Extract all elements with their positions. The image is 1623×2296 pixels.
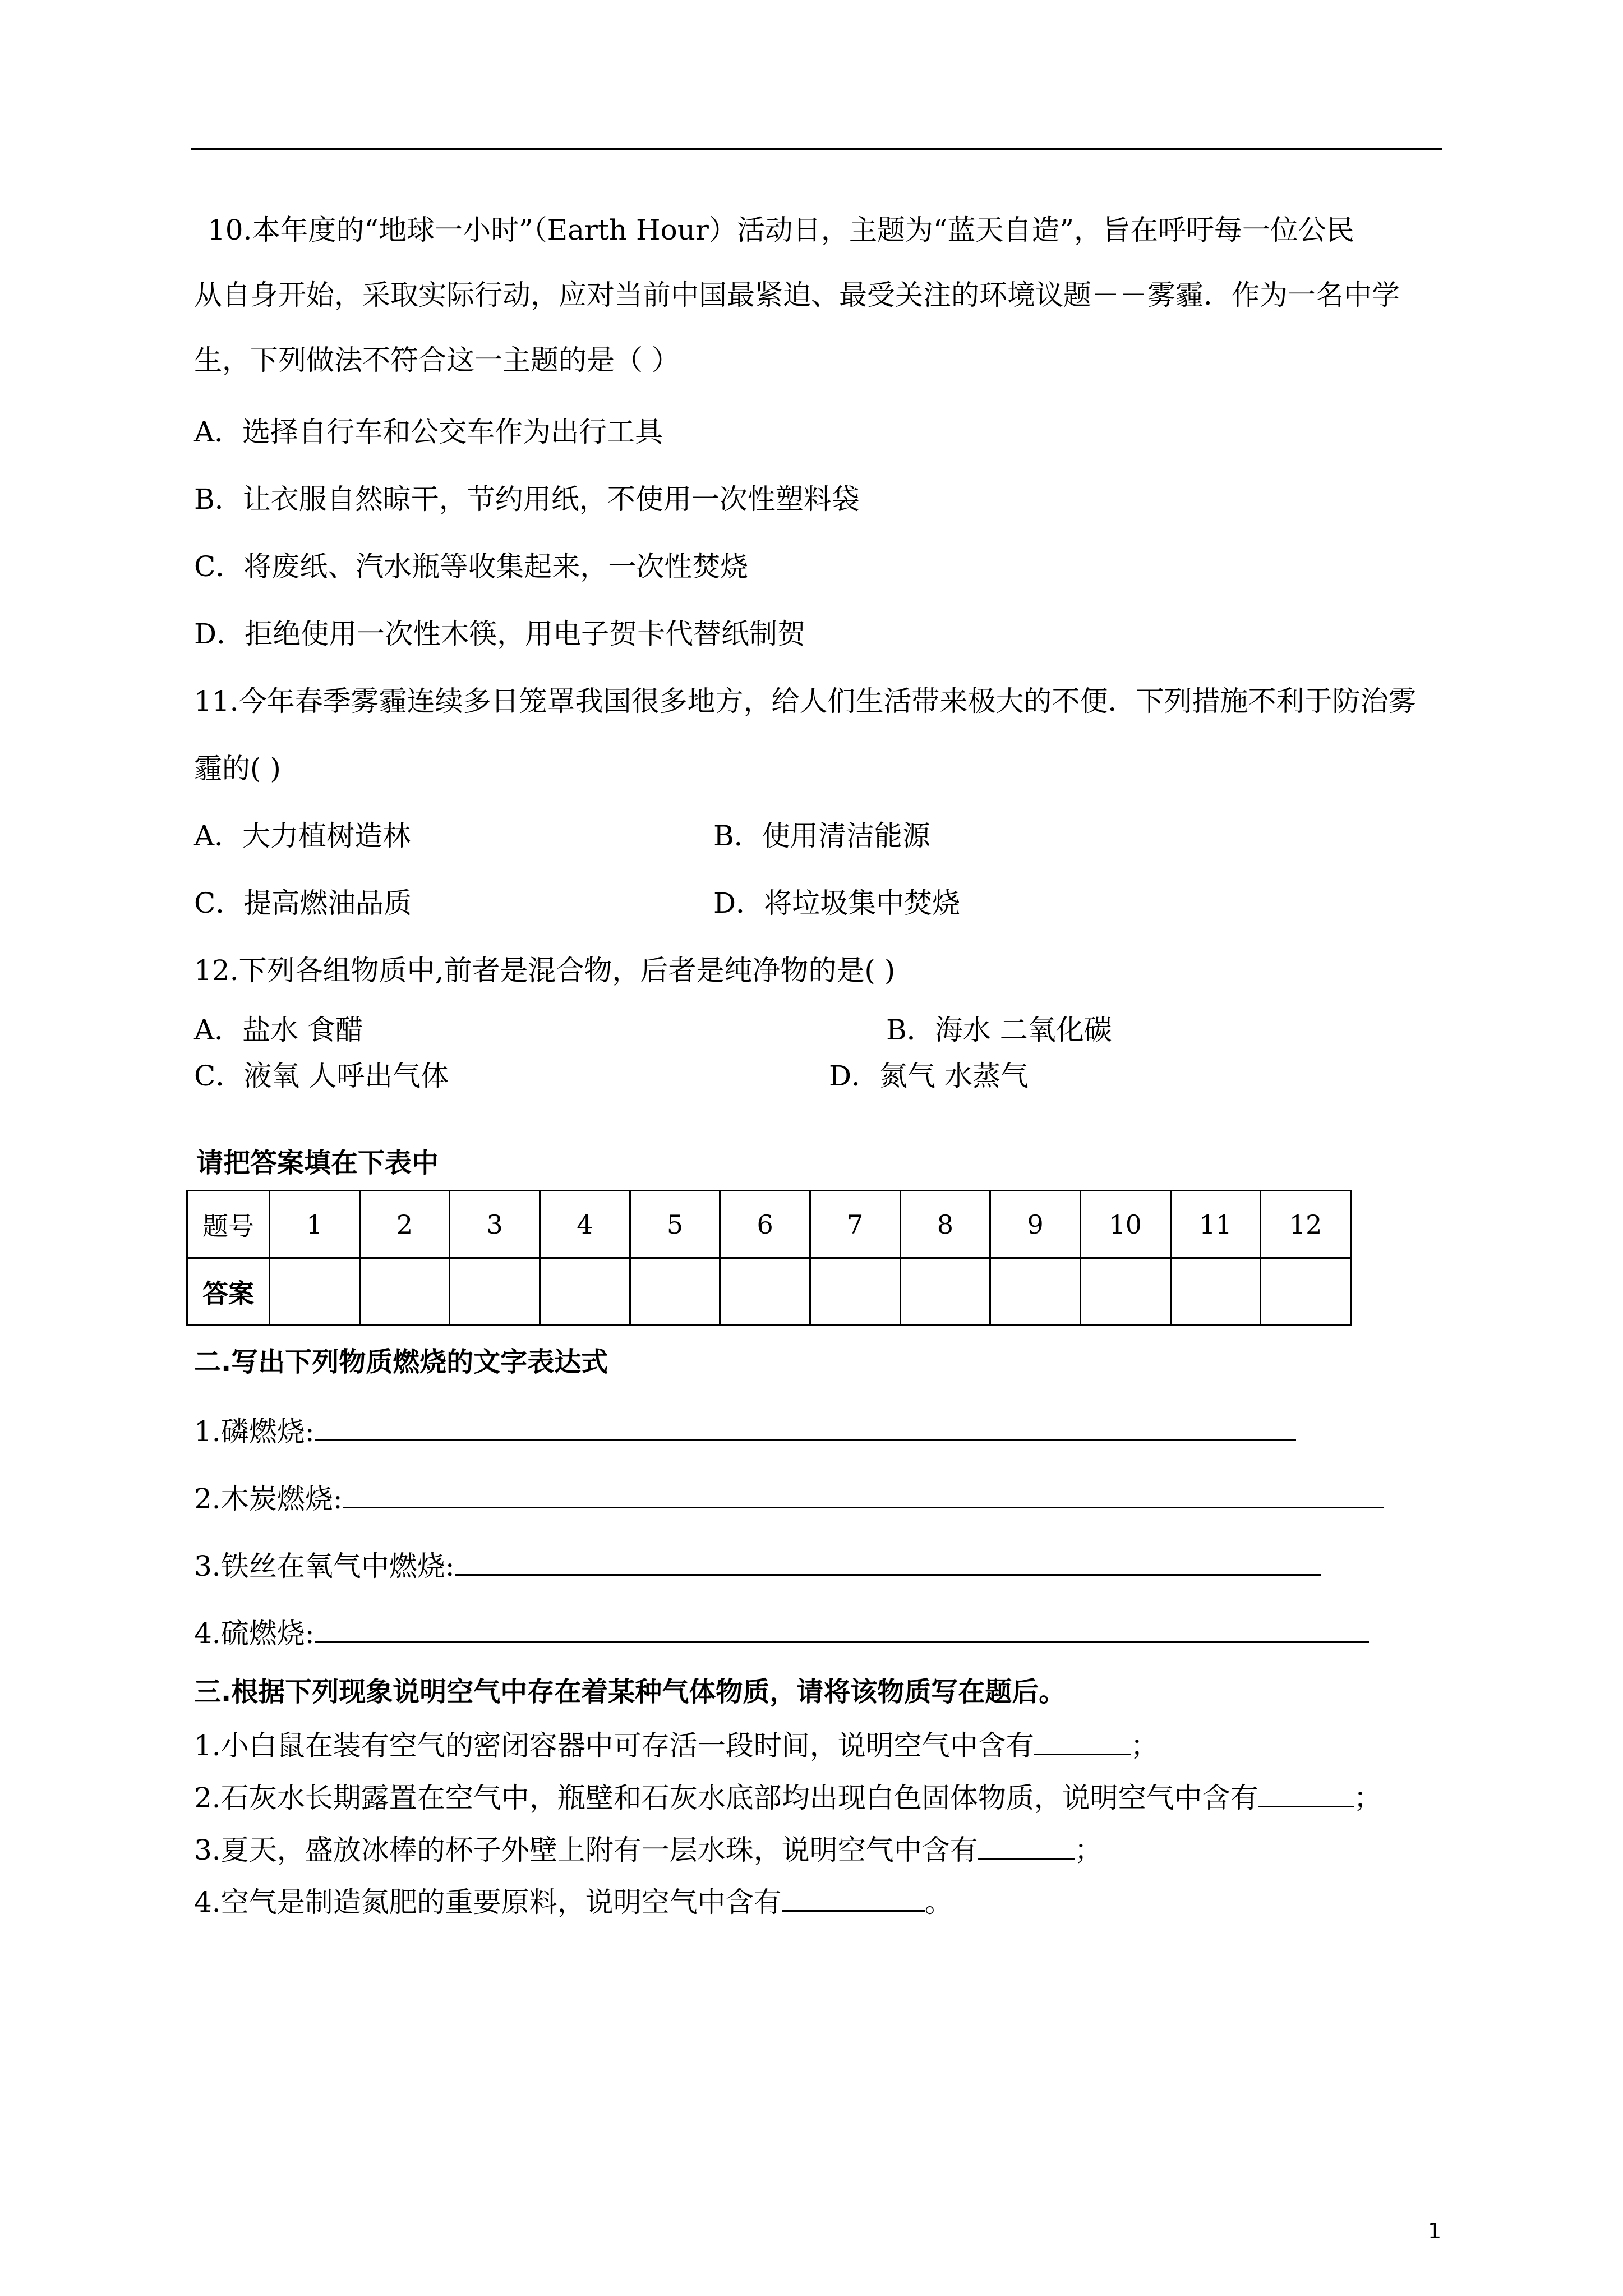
answer-cell[interactable]: [359, 1258, 450, 1326]
answer-cell[interactable]: [1170, 1258, 1261, 1326]
q11-option-a: A．大力植树造林: [194, 820, 411, 852]
section3-item-3: [194, 1832, 1103, 1867]
q10-option-c: C．将废纸、汽水瓶等收集起来，一次性焚烧: [194, 550, 749, 583]
table-header-answer: 答案: [187, 1258, 270, 1326]
section3-item-end: ；: [1074, 1834, 1103, 1866]
q10-line2: 从自身开始，采取实际行动，应对当前中国最紧迫、最受关注的环境议题－－雾霾．作为一名中学: [194, 279, 1400, 311]
answer-blank[interactable]: [1258, 1780, 1354, 1807]
q12-option-b: B．海水 二氧化碳: [886, 1014, 1112, 1046]
answer-cell[interactable]: [900, 1258, 990, 1326]
table-header-question-number: 题号: [187, 1191, 270, 1258]
table-cell-number: 1: [270, 1191, 360, 1258]
section3-item-text: 1.小白鼠在装有空气的密闭容器中可存活一段时间，说明空气中含有: [194, 1729, 1034, 1762]
q10-line3: 生，下列做法不符合这一主题的是（ ）: [194, 344, 680, 376]
q12-option-d: D．氮气 水蒸气: [829, 1060, 1029, 1092]
answer-blank[interactable]: [315, 1414, 1296, 1441]
section2-item-label: 3.铁丝在氧气中燃烧:: [194, 1550, 455, 1582]
answer-cell[interactable]: [720, 1258, 810, 1326]
section2-item-4: [194, 1616, 1369, 1650]
q11-option-c: C．提高燃油品质: [194, 887, 412, 919]
q12-option-c: C．液氧 人呼出气体: [194, 1060, 449, 1092]
q11-line1: 11.今年春季雾霾连续多日笼罩我国很多地方，给人们生活带来极大的不便．下列措施不利于防治雾: [194, 685, 1417, 717]
q10-option-d: D．拒绝使用一次性木筷，用电子贺卡代替纸制贺: [194, 618, 806, 650]
answer-blank[interactable]: [1034, 1728, 1131, 1755]
answer-blank[interactable]: [978, 1832, 1075, 1860]
section3-item-text: 3.夏天，盛放冰棒的杯子外壁上附有一层水珠，说明空气中含有: [194, 1834, 978, 1866]
answer-blank[interactable]: [315, 1616, 1369, 1643]
answer-blank[interactable]: [343, 1481, 1384, 1508]
header-rule: [191, 148, 1442, 150]
table-cell-number: 4: [540, 1191, 630, 1258]
answer-cell[interactable]: [810, 1258, 900, 1326]
q10-option-a: A．选择自行车和公交车作为出行工具: [194, 416, 663, 448]
q11-option-d: D．将垃圾集中焚烧: [713, 887, 961, 919]
section3-item-end: ；: [1130, 1729, 1159, 1762]
section3-item-text: 4.空气是制造氮肥的重要原料，说明空气中含有: [194, 1886, 782, 1918]
answer-cell[interactable]: [270, 1258, 360, 1326]
section3-item-text: 2.石灰水长期露置在空气中，瓶壁和石灰水底部均出现白色固体物质，说明空气中含有: [194, 1782, 1258, 1814]
q12-option-a: A．盐水 食醋: [194, 1014, 364, 1046]
q10-option-b: B．让衣服自然晾干，节约用纸，不使用一次性塑料袋: [194, 483, 860, 516]
section3-item-1: [194, 1728, 1159, 1763]
answer-table-caption: 请把答案填在下表中: [196, 1147, 439, 1179]
section2-item-label: 2.木炭燃烧:: [194, 1483, 343, 1515]
section3-title: 三.根据下列现象说明空气中存在着某种气体物质，请将该物质写在题后。: [194, 1676, 1066, 1708]
table-cell-number: 3: [450, 1191, 540, 1258]
table-cell-number: 8: [900, 1191, 990, 1258]
section2-item-label: 4.硫燃烧:: [194, 1617, 315, 1650]
table-cell-number: 10: [1080, 1191, 1170, 1258]
q11-option-b: B．使用清洁能源: [713, 820, 930, 852]
section2-title: 二.写出下列物质燃烧的文字表达式: [194, 1346, 608, 1378]
section2-item-2: [194, 1481, 1384, 1516]
answer-cell[interactable]: [630, 1258, 720, 1326]
table-cell-number: 11: [1170, 1191, 1261, 1258]
answer-cell[interactable]: [1080, 1258, 1170, 1326]
section3-item-end: 。: [924, 1886, 953, 1918]
answer-cell[interactable]: [540, 1258, 630, 1326]
table-row: [187, 1258, 1351, 1326]
answer-blank[interactable]: [782, 1884, 925, 1912]
page-number: 1: [1428, 2219, 1442, 2243]
answer-cell[interactable]: [1261, 1258, 1351, 1326]
answer-blank[interactable]: [455, 1548, 1321, 1576]
table-cell-number: 5: [630, 1191, 720, 1258]
table-row: [187, 1191, 1351, 1258]
table-cell-number: 7: [810, 1191, 900, 1258]
section2-item-label: 1.磷燃烧:: [194, 1415, 315, 1448]
table-cell-number: 2: [359, 1191, 450, 1258]
table-cell-number: 6: [720, 1191, 810, 1258]
section2-item-3: [194, 1548, 1321, 1583]
section3-item-end: ；: [1353, 1782, 1382, 1814]
answer-cell[interactable]: [450, 1258, 540, 1326]
section3-item-2: [194, 1780, 1382, 1815]
table-cell-number: 9: [990, 1191, 1081, 1258]
q12-line1: 12.下列各组物质中,前者是混合物，后者是纯净物的是( ): [194, 954, 896, 987]
q11-line2: 霾的( ): [194, 752, 281, 785]
answer-cell[interactable]: [990, 1258, 1081, 1326]
section2-item-1: [194, 1414, 1296, 1448]
q10-line1: 10.本年度的“地球一小时”（Earth Hour）活动日，主题为“蓝天自造”，旨在呼吁每一位公民: [208, 214, 1354, 246]
answer-table: [186, 1190, 1352, 1326]
section3-item-4: [194, 1884, 953, 1919]
table-cell-number: 12: [1261, 1191, 1351, 1258]
